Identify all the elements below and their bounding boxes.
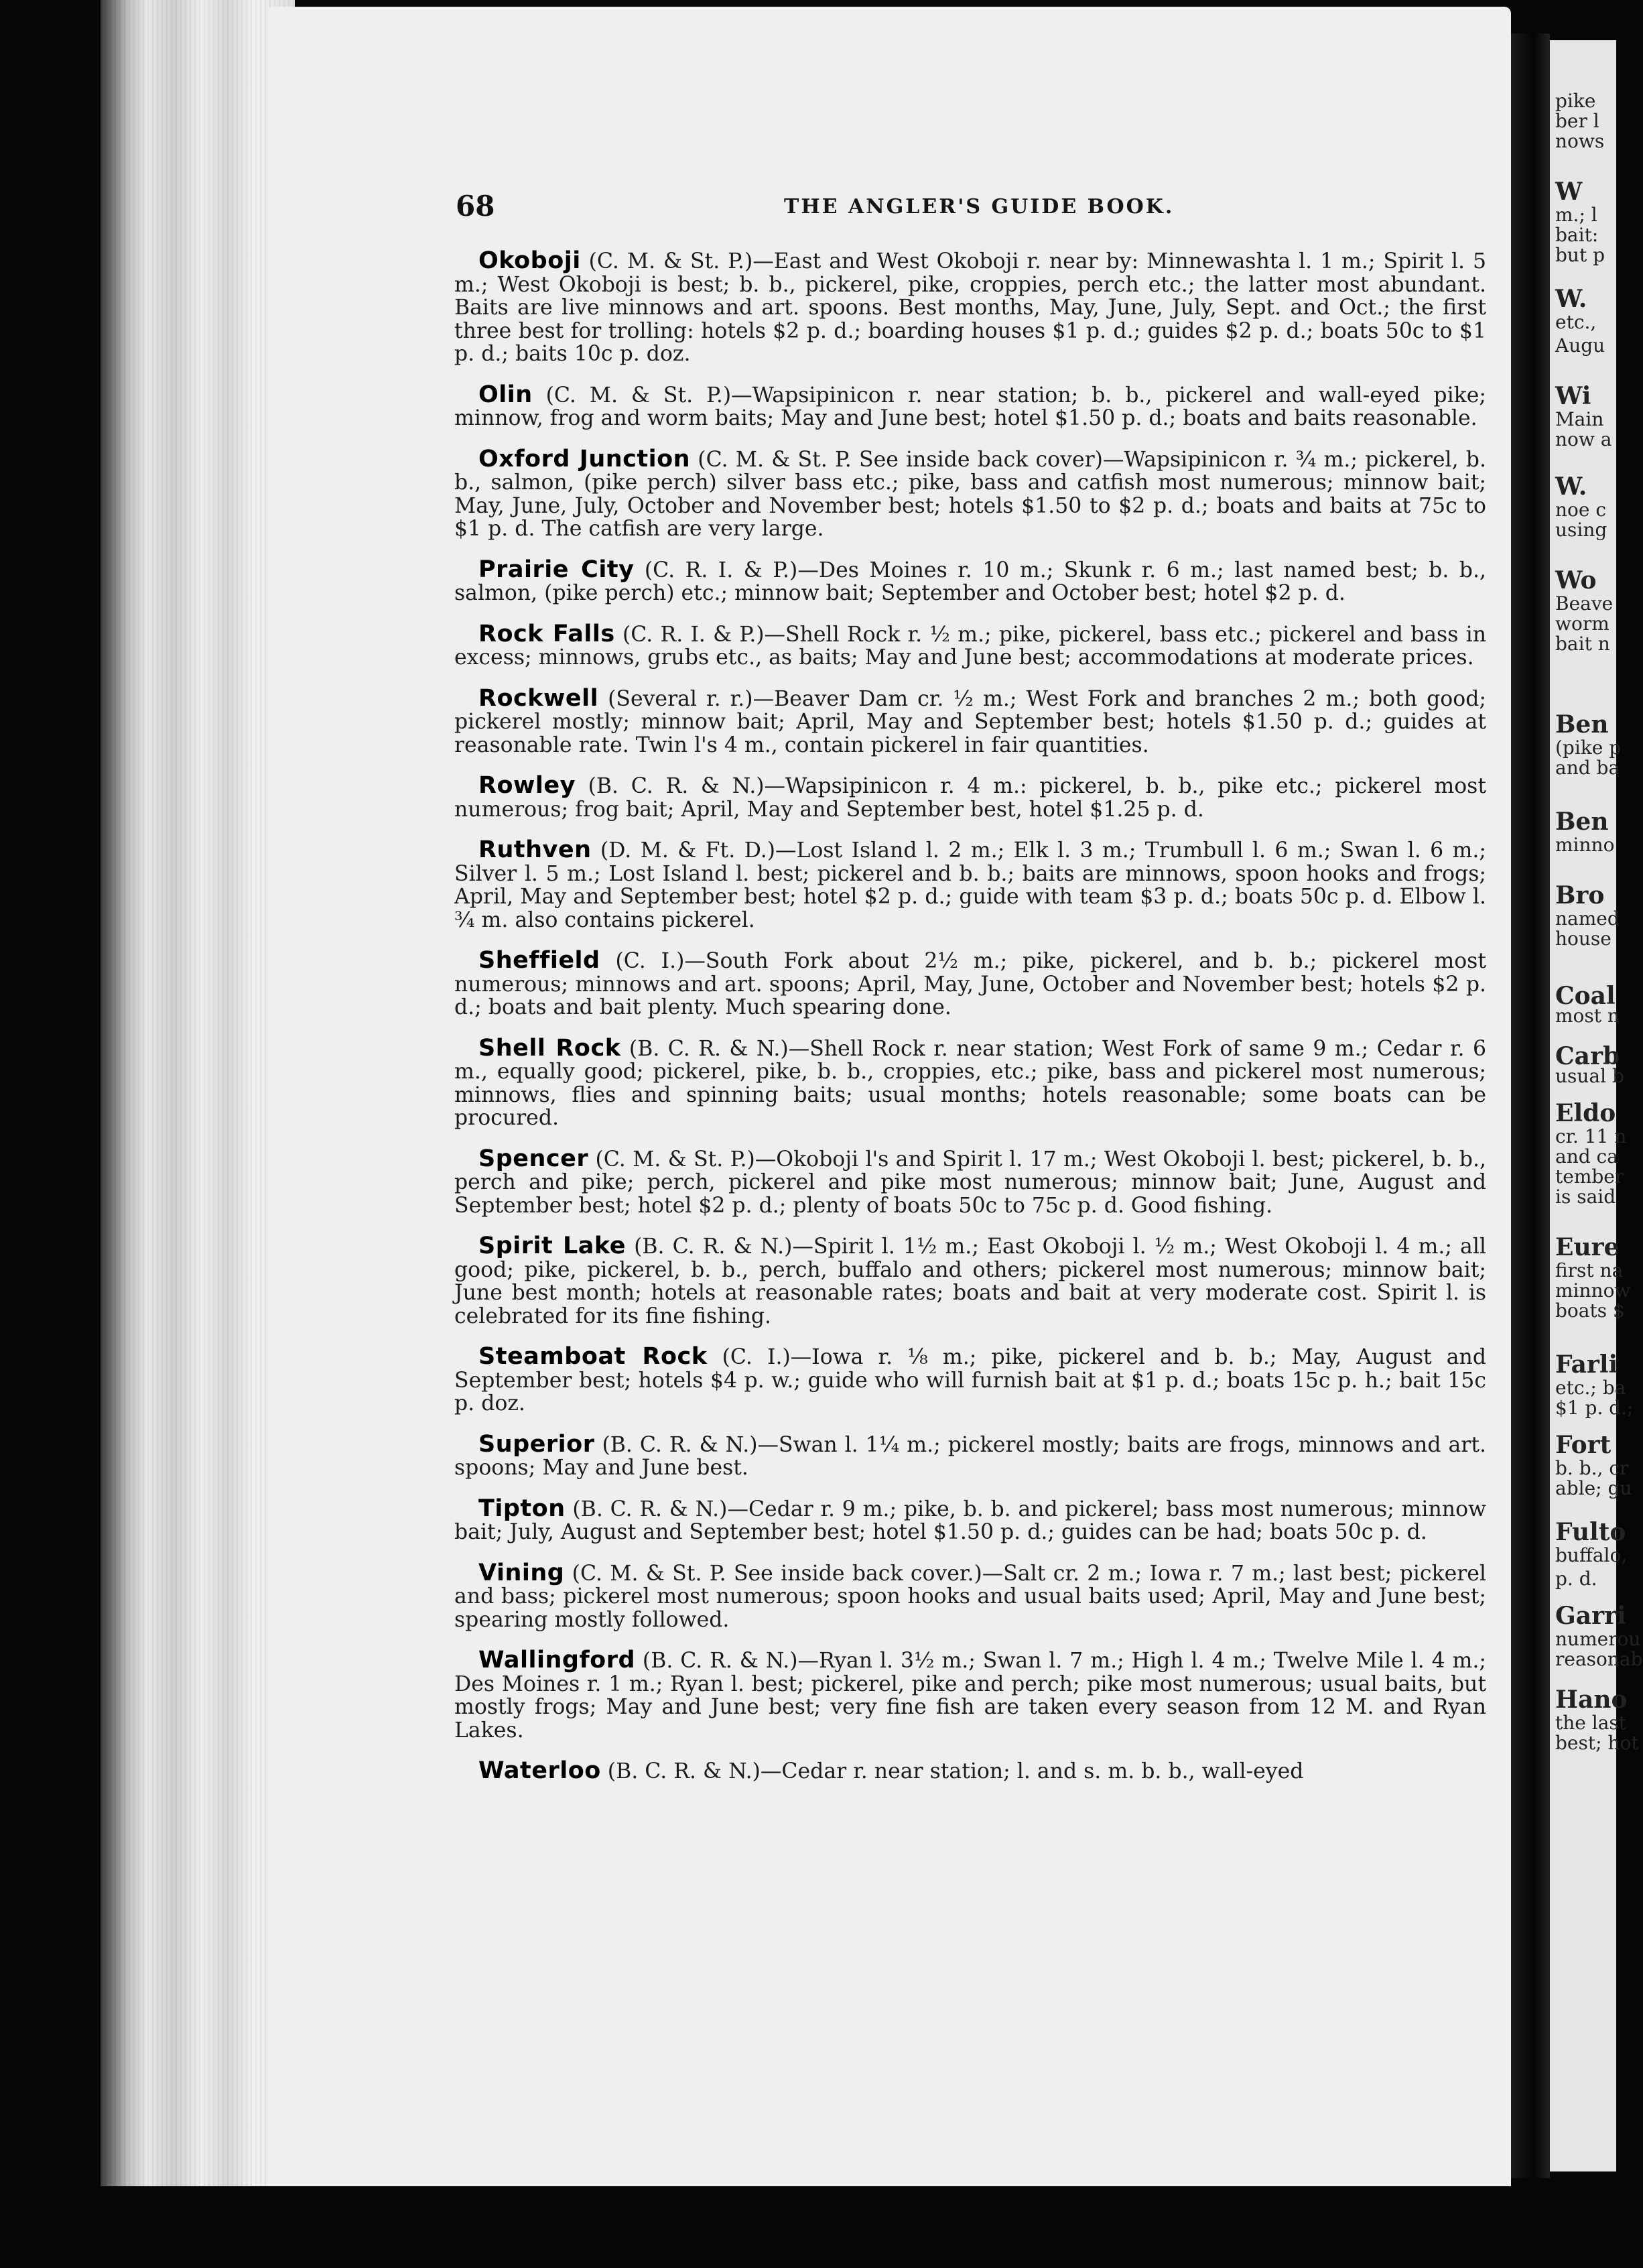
- facing-page-heading-fragment: W.: [1555, 285, 1587, 313]
- town-description: (C. R. I. & P.)—Des Moines r. 10 m.; Skunk r. 6 m.; last named best; b. b., salmon, (pike perch) etc.; minnow bait; September and October best; hotel $2 p. d.: [454, 558, 1487, 605]
- facing-page-text-fragment: boats $: [1555, 1300, 1625, 1322]
- facing-page-text-fragment: p. d.: [1555, 1568, 1597, 1590]
- facing-page-text-fragment: tember: [1555, 1166, 1624, 1188]
- facing-page-heading-fragment: Eldo: [1555, 1099, 1616, 1127]
- facing-page-heading-fragment: Hano: [1555, 1686, 1628, 1714]
- facing-page-text-fragment: buffalo,: [1555, 1544, 1628, 1566]
- town-name: Shell Rock: [478, 1034, 621, 1062]
- town-entry: [454, 620, 1486, 670]
- facing-page-text-fragment: (pike p: [1555, 737, 1622, 759]
- town-entry: [454, 684, 1486, 757]
- town-entry: [454, 1034, 1486, 1130]
- facing-page-text-fragment: cr. 11 n: [1555, 1125, 1627, 1147]
- town-entry: [454, 774, 1486, 821]
- town-name: Rockwell: [478, 684, 599, 712]
- facing-page-text-fragment: using: [1555, 519, 1607, 541]
- town-name: Rowley: [478, 772, 576, 799]
- facing-page-text-fragment: and ba: [1555, 757, 1620, 779]
- town-description: (C. I.)—South Fork about 2½ m.; pike, pickerel, and b. b.; pickerel most numerous; minnows and art. spoons; April, May, June, October and November best; hotels $2 p. d.; boats and bait plenty. Much spearing done.: [454, 949, 1486, 1019]
- facing-page-text-fragment: bait:: [1555, 224, 1599, 246]
- facing-page-heading-fragment: Ben: [1555, 808, 1609, 836]
- facing-page-heading-fragment: Bro: [1555, 881, 1605, 909]
- town-description: (B. C. R. & N.)—Cedar r. 9 m.; pike, b. b. and pickerel; bass most numerous; minnow bait; July, August and September best; hotel $1.50 p. d.; guides can be had; boats 50c p. d.: [454, 1497, 1486, 1544]
- town-description: (C. M. & St. P.)—Okoboji l's and Spirit l. 17 m.; West Okoboji l. best; pickerel, b. b., perch and pike; perch, pickerel and pike most numerous; minnow bait; June, August and September best; hotel $2 p. d.; plenty of boats 50c to 75c p. d. Good fishing.: [454, 1147, 1486, 1218]
- facing-page-text-fragment: and ca: [1555, 1145, 1618, 1168]
- town-description: (B. C. R. & N.)—Swan l. 1¼ m.; pickerel mostly; baits are frogs, minnows and art. spoons; May and June best.: [454, 1432, 1486, 1480]
- town-description: (C. M. & St. P. See inside back cover)—Wapsipinicon r. ¾ m.; pickerel, b. b., salmon, (pike perch) silver bass etc.; pike, bass and catfish most numerous; minnow bait; May, June, July, October and November best; hotels $1.50 to $2 p. d.; boats and baits at 75c to $1 p. d. The catfish are very large.: [454, 447, 1486, 541]
- facing-page-text-fragment: now a: [1555, 428, 1612, 450]
- page-number: 68: [456, 190, 495, 223]
- facing-page-heading-fragment: Garri: [1555, 1602, 1626, 1630]
- facing-page-heading-fragment: Ben: [1555, 710, 1609, 739]
- town-name: Okoboji: [478, 247, 581, 274]
- page-header: [456, 190, 1501, 230]
- town-entry: [454, 949, 1486, 1019]
- facing-page-heading-fragment: Wo: [1555, 566, 1597, 594]
- town-entry: [454, 249, 1486, 366]
- town-entry: [454, 838, 1486, 932]
- facing-page-heading-fragment: Carb: [1555, 1042, 1620, 1070]
- town-name: Spencer: [478, 1145, 589, 1172]
- town-description: (C. I.)—Iowa r. ⅛ m.; pike, pickerel and b. b.; May, August and September best; hotels $4 p. w.; guide who will furnish bait at $1 p. d.; boats 15c p. h.; bait 15c p. doz.: [454, 1345, 1486, 1415]
- town-entry: [454, 1345, 1486, 1415]
- town-name: Sheffield: [478, 947, 600, 974]
- town-name: Ruthven: [478, 836, 592, 863]
- town-description: (C. M. & St. P. See inside back cover.)—Salt cr. 2 m.; Iowa r. 7 m.; last best; pickerel and bass; pickerel most numerous; spoon hooks and usual baits used; April, May and June best; spearing mostly followed.: [454, 1561, 1486, 1632]
- facing-page-text-fragment: first na: [1555, 1259, 1624, 1281]
- facing-page-text-fragment: Main: [1555, 408, 1604, 430]
- facing-page-text-fragment: most n: [1555, 1005, 1620, 1027]
- facing-page-heading-fragment: Fort: [1555, 1431, 1612, 1459]
- facing-page-heading-fragment: W.: [1555, 472, 1587, 501]
- town-name: Superior: [478, 1430, 595, 1458]
- facing-page-heading-fragment: Fulto: [1555, 1518, 1626, 1546]
- town-entry: [454, 1497, 1486, 1544]
- facing-page-text-fragment: etc.; ba: [1555, 1377, 1626, 1399]
- town-name: Wallingford: [478, 1647, 636, 1674]
- facing-page-text-fragment: minnow: [1555, 1279, 1631, 1302]
- facing-page-text-fragment: able; gu: [1555, 1477, 1632, 1499]
- town-name: Tipton: [478, 1495, 566, 1522]
- facing-page-text-fragment: reasonab: [1555, 1648, 1643, 1670]
- facing-page-heading-fragment: Farli: [1555, 1350, 1618, 1379]
- facing-page-text-fragment: b. b., cr: [1555, 1457, 1629, 1479]
- facing-page-text-fragment: is said: [1555, 1186, 1616, 1208]
- town-name: Steamboat Rock: [478, 1343, 708, 1370]
- town-entry: [454, 1649, 1486, 1742]
- facing-page-text-fragment: minno: [1555, 834, 1615, 856]
- town-entry: [454, 445, 1486, 541]
- facing-page-text-fragment: nows: [1555, 130, 1605, 152]
- town-description: (D. M. & Ft. D.)—Lost Island l. 2 m.; Elk l. 3 m.; Trumbull l. 6 m.; Swan l. 6 m.; Silver l. 5 m.; Lost Island l. best; pickerel and b. b.; baits are minnows, spoon hooks and frogs; April, May and September best; hotel $2 p. d.; guide with team $3 p. d.; boats 50c p. d. Elbow l. ¾ m. also contains pickerel.: [454, 838, 1486, 932]
- book-page-edges: [101, 0, 295, 2186]
- town-description: (B. C. R. & N.)—Cedar r. near station; l. and s. m. b. b., wall-eyed: [600, 1759, 1304, 1783]
- facing-page-text-fragment: named: [1555, 907, 1620, 930]
- facing-page-text-fragment: numerou: [1555, 1628, 1641, 1650]
- town-description: (Several r. r.)—Beaver Dam cr. ½ m.; West Fork and branches 2 m.; both good; pickerel mostly; minnow bait; April, May and September best; hotels $1.50 p. d.; guides at reasonable rate. Twin l's 4 m., contain pickerel in fair quantities.: [454, 686, 1486, 757]
- town-description: (B. C. R. & N.)—Ryan l. 3½ m.; Swan l. 7 m.; High l. 4 m.; Twelve Mile l. 4 m.; Des Moines r. 1 m.; Ryan l. best; pickerel, pike and perch; pike most numerous; usual baits, but mostly frogs; May and June best; very fine fish are taken every season from 12 M. and Ryan Lakes.: [454, 1649, 1486, 1743]
- facing-page-text-fragment: house: [1555, 928, 1612, 950]
- facing-page-text-fragment: Beave: [1555, 592, 1614, 615]
- town-description: (C. M. & St. P.)—Wapsipinicon r. near station; b. b., pickerel and wall-eyed pike; minnow, frog and worm baits; May and June best; hotel $1.50 p. d.; boats and baits reasonable.: [454, 383, 1486, 430]
- town-entry: [454, 1147, 1486, 1218]
- town-description: (B. C. R. & N.)—Shell Rock r. near station; West Fork of same 9 m.; Cedar r. 6 m., equally good; pickerel, pike, b. b., croppies, etc.; pike, bass and pickerel most numerous; minnows, flies and spinning baits; usual months; hotels reasonable; some boats can be procured.: [454, 1036, 1486, 1130]
- facing-page-text-fragment: usual b: [1555, 1065, 1624, 1087]
- facing-page-heading-fragment: W: [1555, 178, 1583, 206]
- facing-page-heading-fragment: Wi: [1555, 382, 1591, 410]
- town-name: Oxford Junction: [478, 445, 691, 472]
- facing-page-text-fragment: ber l: [1555, 110, 1599, 132]
- town-name: Prairie City: [478, 556, 635, 583]
- facing-page-text-fragment: bait n: [1555, 633, 1610, 655]
- town-description: (B. C. R. & N.)—Wapsipinicon r. 4 m.: pickerel, b. b., pike etc.; pickerel most numerous; frog bait; April, May and September best, hotel $1.25 p. d.: [454, 774, 1486, 822]
- book-gutter: [1511, 34, 1550, 2178]
- facing-page-text-fragment: but p: [1555, 244, 1605, 266]
- town-entry: [454, 1430, 1486, 1480]
- town-description: (C. R. I. & P.)—Shell Rock r. ½ m.; pike, pickerel, bass etc.; pickerel and bass in excess; minnows, grubs etc., as baits; May and June best; accommodations at moderate prices.: [454, 622, 1486, 670]
- facing-page-fragment: [1550, 40, 1643, 2171]
- facing-page-text-fragment: best; hot: [1555, 1732, 1639, 1754]
- facing-page-text-fragment: etc.,: [1555, 311, 1597, 333]
- facing-page-heading-fragment: Coal: [1555, 982, 1616, 1010]
- town-name: Olin: [478, 381, 533, 408]
- facing-page-text-fragment: noe c: [1555, 499, 1607, 521]
- facing-page-text-fragment: m.; l: [1555, 204, 1597, 226]
- town-name: Spirit Lake: [478, 1233, 626, 1259]
- town-name: Vining: [478, 1559, 565, 1586]
- town-entry: [454, 558, 1486, 605]
- facing-page-heading-fragment: Eure: [1555, 1233, 1620, 1261]
- running-head: THE ANGLER'S GUIDE BOOK.: [784, 195, 1175, 218]
- town-entry: [454, 383, 1486, 430]
- town-description: (B. C. R. & N.)—Spirit l. 1½ m.; East Okoboji l. ½ m.; West Okoboji l. 4 m.; all good; pike, pickerel, b. b., perch, buffalo and others; pickerel most numerous; minnow bait; June best month; hotels at reasonable rates; boats and bait at very moderate cost. Spirit l. is celebrated for its fine fishing.: [454, 1235, 1486, 1328]
- facing-page-text-fragment: $1 p. d.;: [1555, 1397, 1634, 1419]
- town-description: (C. M. & St. P.)—East and West Okoboji r. near by: Minnewashta l. 1 m.; Spirit l. 5 m.; West Okoboji is best; b. b., pickerel, pike, croppies, perch etc.; the latter most abundant. Baits are live minnows and art. spoons. Best months, May, June, July, Sept. and Oct.; the first three best for trolling: hotels $2 p. d.; boarding houses $1 p. d.; guides $2 p. d.; boats 50c to $1 p. d.; baits 10c p. doz.: [454, 249, 1486, 366]
- town-entry: [454, 1559, 1486, 1632]
- town-name: Rock Falls: [478, 620, 615, 647]
- town-entries: [454, 249, 1486, 1801]
- facing-page-text-fragment: the last: [1555, 1712, 1627, 1734]
- town-entry: [454, 1235, 1486, 1328]
- facing-page-text-fragment: pike: [1555, 90, 1596, 112]
- town-entry: [454, 1759, 1486, 1783]
- facing-page-text-fragment: Augu: [1555, 334, 1605, 357]
- town-name: Waterloo: [478, 1757, 601, 1784]
- facing-page-text-fragment: worm: [1555, 613, 1609, 635]
